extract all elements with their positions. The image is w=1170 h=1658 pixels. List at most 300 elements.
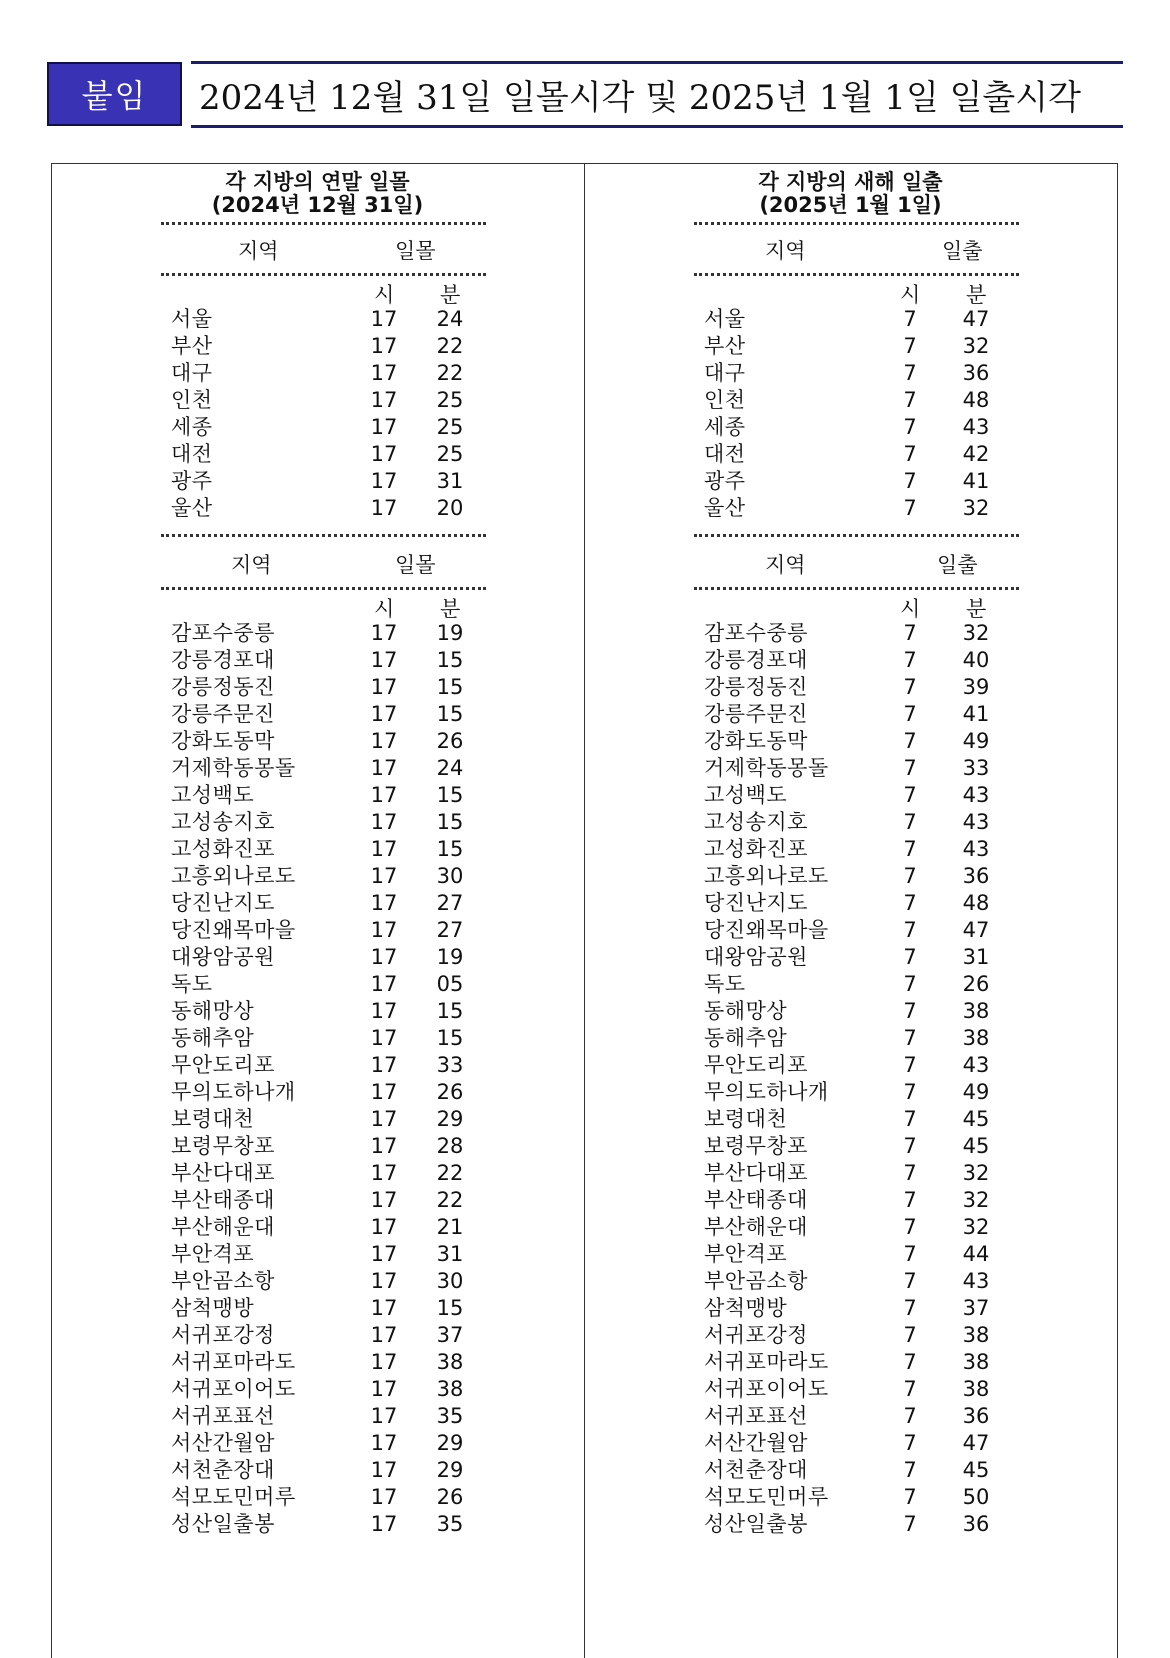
col-header-sunset: 일몰 <box>395 239 436 263</box>
hour-value: 7 <box>903 864 917 888</box>
table-row <box>51 1186 584 1214</box>
region-name: 대왕암공원 <box>171 945 275 969</box>
minute-value: 47 <box>962 918 990 942</box>
table-row <box>51 1213 584 1241</box>
table-row <box>584 494 1117 522</box>
hour-value: 17 <box>370 388 398 412</box>
region-name: 서천춘장대 <box>171 1458 275 1482</box>
page-title-text: 2024년 12월 31일 일몰시각 및 2025년 1월 1일 일출시각 <box>199 78 1081 118</box>
table-row <box>584 727 1117 755</box>
hour-value: 17 <box>370 1053 398 1077</box>
minute-value: 40 <box>962 648 990 672</box>
minute-value: 36 <box>962 361 990 385</box>
hour-value: 17 <box>370 702 398 726</box>
region-name: 고성송지호 <box>704 810 808 834</box>
sunset-panel-title: 각 지방의 연말 일몰 <box>225 170 410 194</box>
hour-value: 17 <box>370 1269 398 1293</box>
hour-value: 17 <box>370 864 398 888</box>
region-name: 동해망상 <box>704 999 788 1023</box>
region-name: 거제학동몽돌 <box>704 756 829 780</box>
hour-value: 7 <box>903 918 917 942</box>
subheader-minute: 분 <box>440 283 461 307</box>
minute-value: 26 <box>436 729 464 753</box>
subheader-hour: 시 <box>374 283 395 307</box>
table-row <box>51 781 584 809</box>
sunset-panel-date: (2024년 12월 31일) <box>211 193 424 217</box>
region-name: 부산해운대 <box>704 1215 808 1239</box>
table-row <box>51 1294 584 1322</box>
table-row <box>584 808 1117 836</box>
table-row <box>584 646 1117 674</box>
minute-value: 39 <box>962 675 990 699</box>
table-row <box>584 1213 1117 1241</box>
minute-value: 32 <box>962 1188 990 1212</box>
region-name: 부산 <box>171 334 213 358</box>
minute-value: 38 <box>962 1323 990 1347</box>
region-name: 서울 <box>171 307 213 331</box>
table-row <box>51 1456 584 1484</box>
hour-value: 17 <box>370 334 398 358</box>
table-row <box>51 1267 584 1295</box>
hour-value: 17 <box>370 1107 398 1131</box>
table-row <box>51 440 584 468</box>
minute-value: 37 <box>962 1296 990 1320</box>
region-name: 보령대천 <box>171 1107 255 1131</box>
table-row <box>51 1024 584 1052</box>
minute-value: 25 <box>436 415 464 439</box>
minute-value: 48 <box>962 891 990 915</box>
region-name: 서귀포마라도 <box>704 1350 829 1374</box>
minute-value: 22 <box>436 334 464 358</box>
table-row <box>51 754 584 782</box>
table-row <box>51 646 584 674</box>
hour-value: 17 <box>370 442 398 466</box>
minute-value: 26 <box>962 972 990 996</box>
minute-value: 38 <box>962 1377 990 1401</box>
region-name: 서귀포강정 <box>704 1323 808 1347</box>
hour-value: 17 <box>370 837 398 861</box>
minute-value: 30 <box>436 864 464 888</box>
hour-value: 17 <box>370 1215 398 1239</box>
hour-value: 17 <box>370 415 398 439</box>
region-name: 서울 <box>704 307 746 331</box>
table-row <box>584 1429 1117 1457</box>
region-name: 독도 <box>171 972 213 996</box>
minute-value: 20 <box>436 496 464 520</box>
minute-value: 41 <box>962 702 990 726</box>
region-name: 서귀포표선 <box>704 1404 808 1428</box>
region-name: 부산 <box>704 334 746 358</box>
table-row <box>584 916 1117 944</box>
col-header-region-2: 지역 <box>765 553 806 577</box>
sunrise-panel-title: 각 지방의 새해 일출 <box>758 170 943 194</box>
region-name: 무안도리포 <box>171 1053 275 1077</box>
table-row <box>51 1159 584 1187</box>
hour-value: 7 <box>903 1161 917 1185</box>
hour-value: 7 <box>903 361 917 385</box>
hour-value: 7 <box>903 1134 917 1158</box>
minute-value: 45 <box>962 1134 990 1158</box>
region-name: 강릉정동진 <box>171 675 275 699</box>
table-row <box>584 835 1117 863</box>
col-header-sunrise: 일출 <box>942 239 983 263</box>
minute-value: 43 <box>962 1269 990 1293</box>
minute-value: 45 <box>962 1458 990 1482</box>
hour-value: 17 <box>370 891 398 915</box>
region-name: 서산간월암 <box>171 1431 275 1455</box>
minute-value: 33 <box>962 756 990 780</box>
region-name: 부안곰소항 <box>704 1269 808 1293</box>
hour-value: 7 <box>903 1350 917 1374</box>
hour-value: 7 <box>903 1026 917 1050</box>
minute-value: 27 <box>436 891 464 915</box>
region-name: 서귀포표선 <box>171 1404 275 1428</box>
region-name: 부산해운대 <box>171 1215 275 1239</box>
hour-value: 7 <box>903 1269 917 1293</box>
table-row <box>584 1321 1117 1349</box>
table-row <box>584 1483 1117 1511</box>
minute-value: 36 <box>962 864 990 888</box>
minute-value: 43 <box>962 1053 990 1077</box>
hour-value: 17 <box>370 756 398 780</box>
hour-value: 7 <box>903 1485 917 1509</box>
region-name: 부안격포 <box>171 1242 255 1266</box>
table-row <box>51 1078 584 1106</box>
table-row <box>584 1024 1117 1052</box>
col-header-sunset-2: 일몰 <box>395 553 436 577</box>
table-row <box>51 619 584 647</box>
region-name: 서귀포이어도 <box>171 1377 296 1401</box>
hour-value: 7 <box>903 415 917 439</box>
region-name: 고성화진포 <box>171 837 275 861</box>
sunrise-panel-date: (2025년 1월 1일) <box>759 193 942 217</box>
minute-value: 36 <box>962 1404 990 1428</box>
dotted-rule <box>161 534 486 537</box>
subheader-minute-2: 분 <box>966 597 987 621</box>
table-row <box>51 386 584 414</box>
region-name: 대전 <box>171 442 213 466</box>
table-row <box>51 673 584 701</box>
table-row <box>584 1132 1117 1160</box>
hour-value: 7 <box>903 1107 917 1131</box>
minute-value: 35 <box>436 1404 464 1428</box>
table-row <box>584 619 1117 647</box>
minute-value: 29 <box>436 1431 464 1455</box>
minute-value: 36 <box>962 1512 990 1536</box>
table-row <box>51 835 584 863</box>
subheader-minute: 분 <box>966 283 987 307</box>
hour-value: 17 <box>370 675 398 699</box>
table-row <box>584 1294 1117 1322</box>
minute-value: 38 <box>962 1026 990 1050</box>
region-name: 당진왜목마을 <box>704 918 829 942</box>
table-row <box>51 359 584 387</box>
table-row <box>584 1456 1117 1484</box>
minute-value: 32 <box>962 1161 990 1185</box>
region-name: 대구 <box>704 361 746 385</box>
table-row <box>584 1105 1117 1133</box>
table-row <box>584 1375 1117 1403</box>
table-row <box>51 943 584 971</box>
region-name: 서귀포강정 <box>171 1323 275 1347</box>
region-name: 보령무창포 <box>171 1134 275 1158</box>
table-row <box>584 1186 1117 1214</box>
dotted-rule <box>161 222 486 225</box>
table-row <box>584 700 1117 728</box>
minute-value: 31 <box>436 1242 464 1266</box>
hour-value: 17 <box>370 810 398 834</box>
minute-value: 27 <box>436 918 464 942</box>
region-name: 부산태종대 <box>171 1188 275 1212</box>
minute-value: 15 <box>436 783 464 807</box>
minute-value: 38 <box>962 1350 990 1374</box>
minute-value: 43 <box>962 783 990 807</box>
subheader-hour-2: 시 <box>900 597 921 621</box>
table-row <box>51 808 584 836</box>
hour-value: 17 <box>370 496 398 520</box>
minute-value: 25 <box>436 442 464 466</box>
region-name: 성산일출봉 <box>171 1512 275 1536</box>
hour-value: 7 <box>903 334 917 358</box>
region-name: 강릉정동진 <box>704 675 808 699</box>
region-name: 고성백도 <box>171 783 255 807</box>
table-row <box>584 359 1117 387</box>
minute-value: 19 <box>436 621 464 645</box>
hour-value: 17 <box>370 1296 398 1320</box>
subheader-hour: 시 <box>900 283 921 307</box>
table-row <box>51 1051 584 1079</box>
table-row <box>584 754 1117 782</box>
minute-value: 24 <box>436 307 464 331</box>
hour-value: 7 <box>903 1053 917 1077</box>
table-row <box>584 1402 1117 1430</box>
hour-value: 7 <box>903 837 917 861</box>
region-name: 당진왜목마을 <box>171 918 296 942</box>
hour-value: 17 <box>370 1188 398 1212</box>
region-name: 거제학동몽돌 <box>171 756 296 780</box>
hour-value: 7 <box>903 1296 917 1320</box>
minute-value: 33 <box>436 1053 464 1077</box>
dotted-rule <box>161 273 486 276</box>
minute-value: 31 <box>436 469 464 493</box>
region-name: 인천 <box>171 388 213 412</box>
region-name: 성산일출봉 <box>704 1512 808 1536</box>
col-header-sunrise-2: 일출 <box>937 553 978 577</box>
hour-value: 7 <box>903 810 917 834</box>
table-row <box>51 1510 584 1538</box>
page-title <box>191 61 1123 128</box>
region-name: 석모도민머루 <box>704 1485 829 1509</box>
minute-value: 42 <box>962 442 990 466</box>
hour-value: 7 <box>903 1215 917 1239</box>
table-row <box>584 673 1117 701</box>
region-name: 서귀포마라도 <box>171 1350 296 1374</box>
table-row <box>584 1078 1117 1106</box>
hour-value: 7 <box>903 891 917 915</box>
hour-value: 7 <box>903 1458 917 1482</box>
region-name: 울산 <box>704 496 746 520</box>
table-row <box>584 889 1117 917</box>
minute-value: 15 <box>436 837 464 861</box>
hour-value: 17 <box>370 1458 398 1482</box>
hour-value: 17 <box>370 999 398 1023</box>
minute-value: 32 <box>962 334 990 358</box>
region-name: 대왕암공원 <box>704 945 808 969</box>
hour-value: 7 <box>903 702 917 726</box>
table-row <box>51 332 584 360</box>
dotted-rule <box>694 273 1019 276</box>
hour-value: 17 <box>370 621 398 645</box>
hour-value: 17 <box>370 1026 398 1050</box>
hour-value: 7 <box>903 783 917 807</box>
table-row <box>584 1348 1117 1376</box>
hour-value: 7 <box>903 729 917 753</box>
hour-value: 17 <box>370 729 398 753</box>
table-row <box>584 862 1117 890</box>
hour-value: 7 <box>903 1242 917 1266</box>
minute-value: 26 <box>436 1080 464 1104</box>
table-row <box>51 889 584 917</box>
col-header-region: 지역 <box>238 239 279 263</box>
region-name: 고흥외나로도 <box>704 864 829 888</box>
hour-value: 17 <box>370 1080 398 1104</box>
hour-value: 17 <box>370 783 398 807</box>
table-row <box>51 305 584 333</box>
table-row <box>51 467 584 495</box>
table-row <box>51 413 584 441</box>
region-name: 고성송지호 <box>171 810 275 834</box>
minute-value: 35 <box>436 1512 464 1536</box>
table-row <box>584 1051 1117 1079</box>
minute-value: 44 <box>962 1242 990 1266</box>
hour-value: 7 <box>903 1404 917 1428</box>
minute-value: 32 <box>962 496 990 520</box>
hour-value: 7 <box>903 496 917 520</box>
hour-value: 7 <box>903 756 917 780</box>
table-row <box>584 997 1117 1025</box>
hour-value: 7 <box>903 1188 917 1212</box>
region-name: 울산 <box>171 496 213 520</box>
region-name: 고성화진포 <box>704 837 808 861</box>
minute-value: 22 <box>436 1188 464 1212</box>
region-name: 삼척맹방 <box>704 1296 788 1320</box>
region-name: 서귀포이어도 <box>704 1377 829 1401</box>
table-row <box>584 1240 1117 1268</box>
minute-value: 25 <box>436 388 464 412</box>
table-row <box>51 1321 584 1349</box>
hour-value: 17 <box>370 648 398 672</box>
minute-value: 15 <box>436 675 464 699</box>
hour-value: 7 <box>903 648 917 672</box>
hour-value: 17 <box>370 945 398 969</box>
minute-value: 15 <box>436 702 464 726</box>
minute-value: 38 <box>436 1350 464 1374</box>
region-name: 서천춘장대 <box>704 1458 808 1482</box>
minute-value: 22 <box>436 361 464 385</box>
region-name: 감포수중릉 <box>171 621 275 645</box>
region-name: 세종 <box>171 415 213 439</box>
region-name: 인천 <box>704 388 746 412</box>
minute-value: 50 <box>962 1485 990 1509</box>
table-row <box>51 1375 584 1403</box>
table-row <box>584 413 1117 441</box>
region-name: 동해추암 <box>171 1026 255 1050</box>
minute-value: 43 <box>962 810 990 834</box>
region-name: 동해추암 <box>704 1026 788 1050</box>
attachment-badge: 붙임 <box>47 62 182 126</box>
table-row <box>51 727 584 755</box>
region-name: 독도 <box>704 972 746 996</box>
hour-value: 7 <box>903 972 917 996</box>
table-row <box>584 1510 1117 1538</box>
minute-value: 37 <box>436 1323 464 1347</box>
region-name: 대구 <box>171 361 213 385</box>
minute-value: 15 <box>436 999 464 1023</box>
minute-value: 31 <box>962 945 990 969</box>
region-name: 세종 <box>704 415 746 439</box>
region-name: 무의도하나개 <box>171 1080 296 1104</box>
table-row <box>584 332 1117 360</box>
hour-value: 7 <box>903 388 917 412</box>
dotted-rule <box>694 534 1019 537</box>
region-name: 강화도동막 <box>704 729 808 753</box>
minute-value: 29 <box>436 1458 464 1482</box>
hour-value: 7 <box>903 945 917 969</box>
minute-value: 48 <box>962 388 990 412</box>
hour-value: 17 <box>370 1161 398 1185</box>
minute-value: 32 <box>962 1215 990 1239</box>
region-name: 광주 <box>171 469 213 493</box>
hour-value: 17 <box>370 1134 398 1158</box>
table-row <box>51 916 584 944</box>
minute-value: 26 <box>436 1485 464 1509</box>
hour-value: 7 <box>903 1323 917 1347</box>
region-name: 감포수중릉 <box>704 621 808 645</box>
minute-value: 47 <box>962 307 990 331</box>
hour-value: 7 <box>903 1512 917 1536</box>
region-name: 부산다대포 <box>171 1161 275 1185</box>
minute-value: 38 <box>436 1377 464 1401</box>
table-row <box>584 970 1117 998</box>
dotted-rule <box>161 587 486 590</box>
region-name: 삼척맹방 <box>171 1296 255 1320</box>
minute-value: 15 <box>436 810 464 834</box>
table-row <box>51 1348 584 1376</box>
hour-value: 7 <box>903 1431 917 1455</box>
minute-value: 28 <box>436 1134 464 1158</box>
hour-value: 17 <box>370 1485 398 1509</box>
table-row <box>584 1267 1117 1295</box>
region-name: 석모도민머루 <box>171 1485 296 1509</box>
minute-value: 43 <box>962 837 990 861</box>
hour-value: 17 <box>370 1350 398 1374</box>
hour-value: 7 <box>903 621 917 645</box>
subheader-hour-2: 시 <box>374 597 395 621</box>
minute-value: 24 <box>436 756 464 780</box>
table-row <box>584 781 1117 809</box>
col-header-region: 지역 <box>765 239 806 263</box>
hour-value: 7 <box>903 675 917 699</box>
hour-value: 17 <box>370 1404 398 1428</box>
minute-value: 32 <box>962 621 990 645</box>
region-name: 강릉주문진 <box>171 702 275 726</box>
minute-value: 49 <box>962 729 990 753</box>
table-row <box>584 467 1117 495</box>
col-header-region-2: 지역 <box>231 553 272 577</box>
table-row <box>51 1402 584 1430</box>
minute-value: 15 <box>436 648 464 672</box>
minute-value: 29 <box>436 1107 464 1131</box>
